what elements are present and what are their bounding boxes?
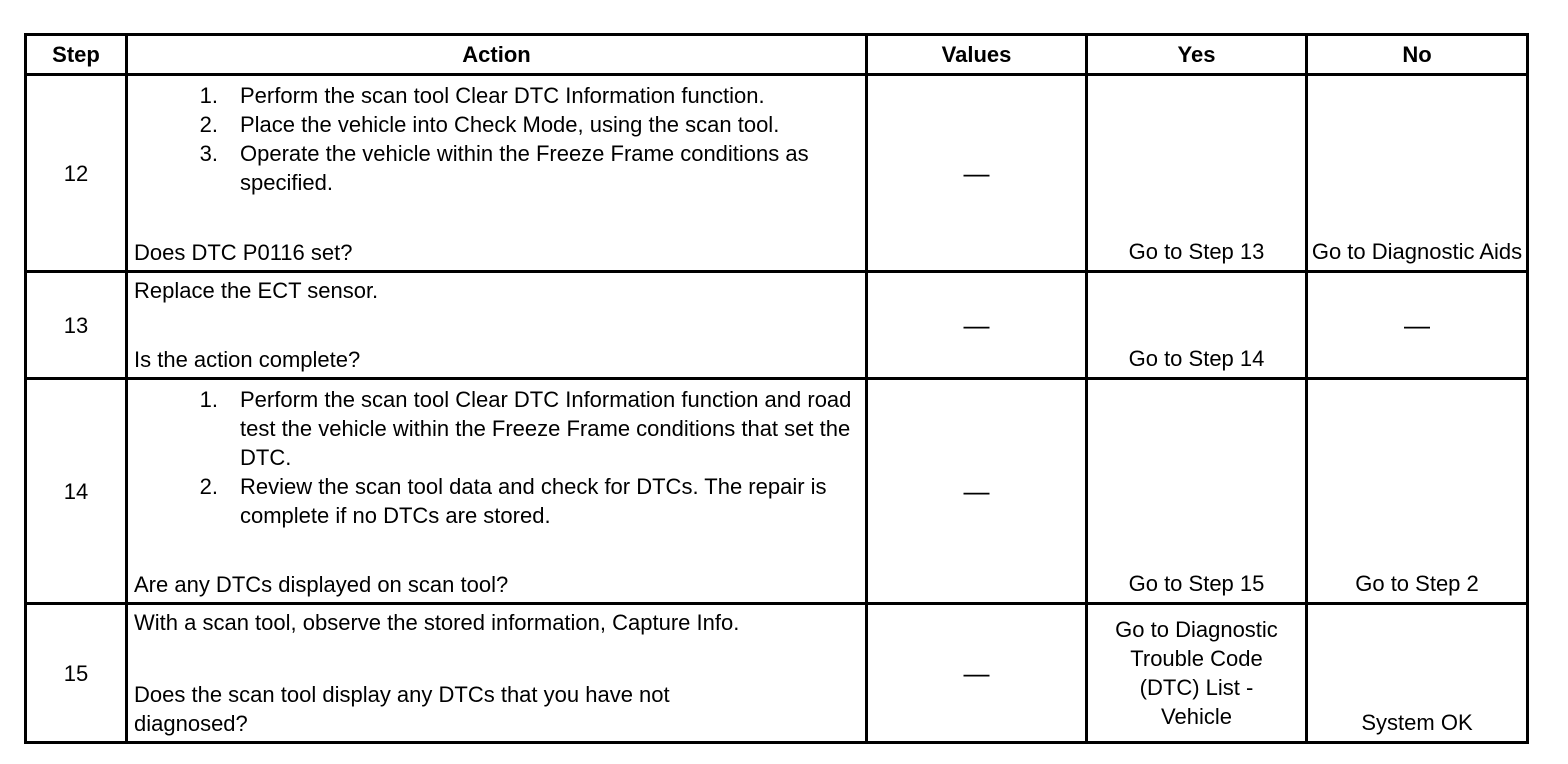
table-row — [26, 272, 1528, 379]
action-cell — [127, 379, 867, 604]
list-item — [134, 472, 859, 530]
action-cell — [127, 604, 867, 743]
action-question: Does DTC P0116 set? — [134, 240, 353, 265]
item-number: 2. — [199, 112, 218, 137]
item-text: Operate the vehicle within the Freeze Frame conditions as specified. — [240, 141, 809, 195]
action-steps — [134, 81, 859, 197]
header-no: No — [1307, 35, 1528, 75]
item-number: 1. — [199, 387, 218, 412]
item-number: 3. — [199, 141, 218, 166]
values-cell: — — [867, 272, 1087, 379]
header-row — [26, 35, 1528, 75]
step-number: 13 — [26, 272, 127, 379]
step-number: 14 — [26, 379, 127, 604]
no-cell: — — [1307, 272, 1528, 379]
no-cell: System OK — [1307, 604, 1528, 743]
values-cell: — — [867, 379, 1087, 604]
yes-cell: Go to Step 13 — [1087, 75, 1307, 272]
item-number: 1. — [199, 83, 218, 108]
item-number: 2. — [199, 474, 218, 499]
action-cell — [127, 75, 867, 272]
table-row — [26, 75, 1528, 272]
yes-cell — [1087, 604, 1307, 743]
header-action: Action — [127, 35, 867, 75]
no-cell: Go to Step 2 — [1307, 379, 1528, 604]
yes-cell: Go to Step 14 — [1087, 272, 1307, 379]
diagnostic-table — [24, 33, 1529, 744]
step-number: 12 — [26, 75, 127, 272]
table-row — [26, 604, 1528, 743]
list-item — [134, 139, 859, 197]
list-item — [134, 110, 859, 139]
yes-cell: Go to Step 15 — [1087, 379, 1307, 604]
list-item — [134, 81, 859, 110]
action-question: Does the scan tool display any DTCs that you have not diagnosed? — [134, 682, 670, 736]
no-cell: Go to Diagnostic Aids — [1307, 75, 1528, 272]
step-number: 15 — [26, 604, 127, 743]
action-intro: With a scan tool, observe the stored information, Capture Info. — [134, 610, 740, 635]
list-item — [134, 385, 859, 472]
action-question: Are any DTCs displayed on scan tool? — [134, 572, 509, 597]
table-row — [26, 379, 1528, 604]
item-text: Perform the scan tool Clear DTC Information function and road test the vehicle within the Freeze Frame conditions that set the DTC. — [240, 387, 852, 470]
action-cell — [127, 272, 867, 379]
action-intro: Replace the ECT sensor. — [134, 278, 379, 303]
item-text: Place the vehicle into Check Mode, using the scan tool. — [240, 112, 780, 137]
action-steps — [134, 385, 859, 530]
yes-cell-text: Go to Diagnostic Trouble Code (DTC) List - Vehicle — [1115, 617, 1278, 729]
header-values: Values — [867, 35, 1087, 75]
action-question: Is the action complete? — [134, 347, 361, 372]
values-cell: — — [867, 75, 1087, 272]
item-text: Review the scan tool data and check for DTCs. The repair is complete if no DTCs are stored. — [240, 474, 827, 528]
header-yes: Yes — [1087, 35, 1307, 75]
header-step: Step — [26, 35, 127, 75]
item-text: Perform the scan tool Clear DTC Information function. — [240, 83, 765, 108]
values-cell: — — [867, 604, 1087, 743]
